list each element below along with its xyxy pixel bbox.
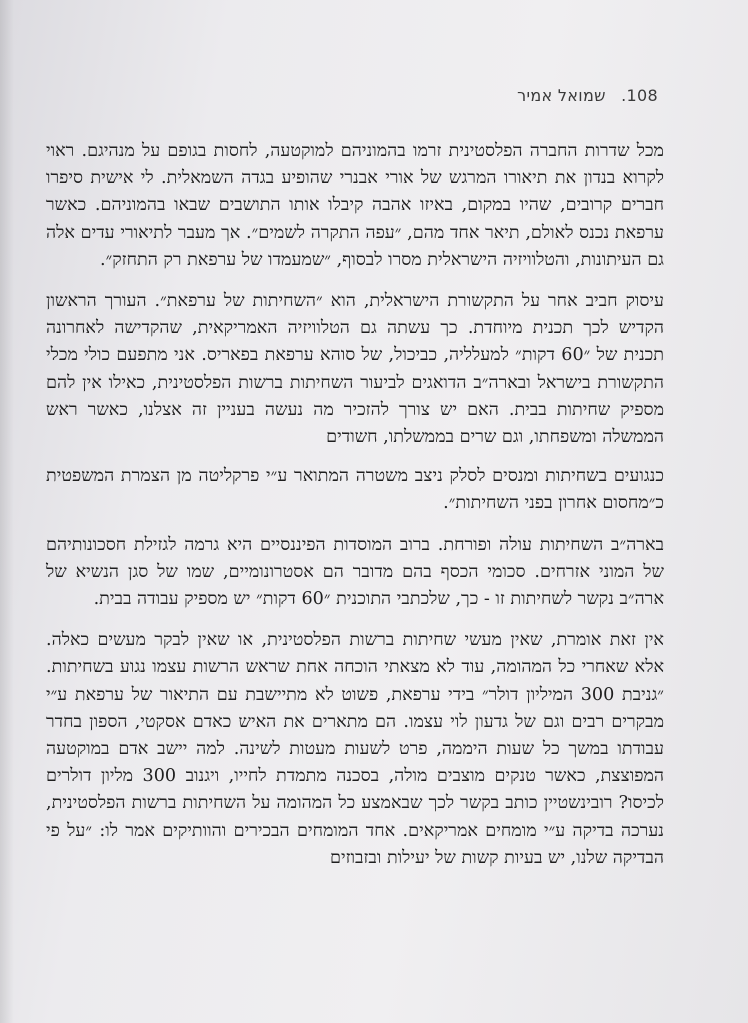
- paragraph-4: בארה״ב השחיתות עולה ופורחת. ברוב המוסדות הפיננסיים היא גרמה לגזילת חסכונותיהם של המוני אזרחים. סכומי הכסף בהם מדובר הם אסטרונומיים, שמו של סגן הנשיא של ארה״ב נקשר לשחיתות זו - כך, שלכתבי התוכנית ״60 דקות״ יש מספיק עבודה בבית.: [46, 534, 664, 610]
- body-text: [46, 138, 664, 886]
- running-header-author: שמואל אמיר: [517, 86, 606, 105]
- page-number: 108.: [621, 86, 658, 105]
- page-binding-shadow: [0, 0, 14, 1023]
- running-header: [517, 86, 658, 105]
- paragraph-2: עיסוק חביב אחר על התקשורת הישראלית, הוא ״השחיתות של ערפאת״. העורך הראשון הקדיש לכך תכנית מיוחדת. כך עשתה גם הטלוויזיה האמריקאית, שהקדישה לאחרונה תכנית של ״60 דקות״ למעלליה, כביכול, של סוהא ערפאת בפאריס. אני מתפעם כולי מכלי התקשורת בישראל ובארה״ב הדואגים לביעור השחיתות ברשות הפלסטינית, כאילו אין להם מספיק שחיתות בבית. האם יש צורך להזכיר מה נעשה בעניין זה אצלנו, כאשר ראש הממשלה ומשפחתו, וגם שרים בממשלתו, חשודים: [46, 291, 665, 448]
- paragraph-3: כנגועים בשחיתות ומנסים לסלק ניצב משטרה המתואר ע״י פרקליטה מן הצמרת המשפטית כ״מחסום אחרון בפני השחיתות״.: [46, 466, 664, 514]
- paragraph-5: אין זאת אומרת, שאין מעשי שחיתות ברשות הפלסטינית, או שאין לבקר מעשים כאלה. אלא שאחרי כל המהומה, עוד לא מצאתי הוכחה אחת שראש הרשות עצמו נגוע בשחיתות. ״גניבת 300 המיליון דולר״ בידי ערפאת, פשוט לא מתיישבת עם התיאור של ערפאת ע״י מבקרים רבים וגם של גדעון לוי עצמו. הם מתארים את האיש כאדם אסקטי, הספון בחדר עבודתו במשך כל שעות היממה, פרט לשעות מעטות לשינה. למה יישב אדם במוקטעה המפוצצת, כאשר טנקים מוצבים מולה, בסכנה מתמדת לחייו, ויגנוב 300 מליון דולרים לכיסו? רובינשטיין כותב בקשר לכך שבאמצע כל המהומה על השחיתות ברשות הפלסטינית, נערכה בדיקה ע״י מומחים אמריקאים. אחד המומחים הבכירים והוותיקים אמר לו: ״על פי הבדיקה שלנו, יש בעיות קשות של יעילות ובזבוזים: [46, 630, 665, 868]
- paragraph-1: מכל שדרות החברה הפלסטינית זרמו בהמוניהם למוקטעה, לחסות בגופם על מנהיגם. ראוי לקרוא בנדון את תיאורו המרגש של אורי אבנרי שהופיע בגדה השמאלית. לי אישית סיפרו חברים קרובים, שהיו במקום, באיזו אהבה קיבלו אותו התושבים שבאו בהמוניהם. כאשר ערפאת נכנס לאולם, תיאר אחד מהם, ״עפה התקרה לשמים״. אך מעבר לתיאורי עדים אלה גם העיתונות, והטלוויזיה הישראלית מסרו לבסוף, ״שמעמדו של ערפאת רק התחזק״.: [46, 141, 664, 270]
